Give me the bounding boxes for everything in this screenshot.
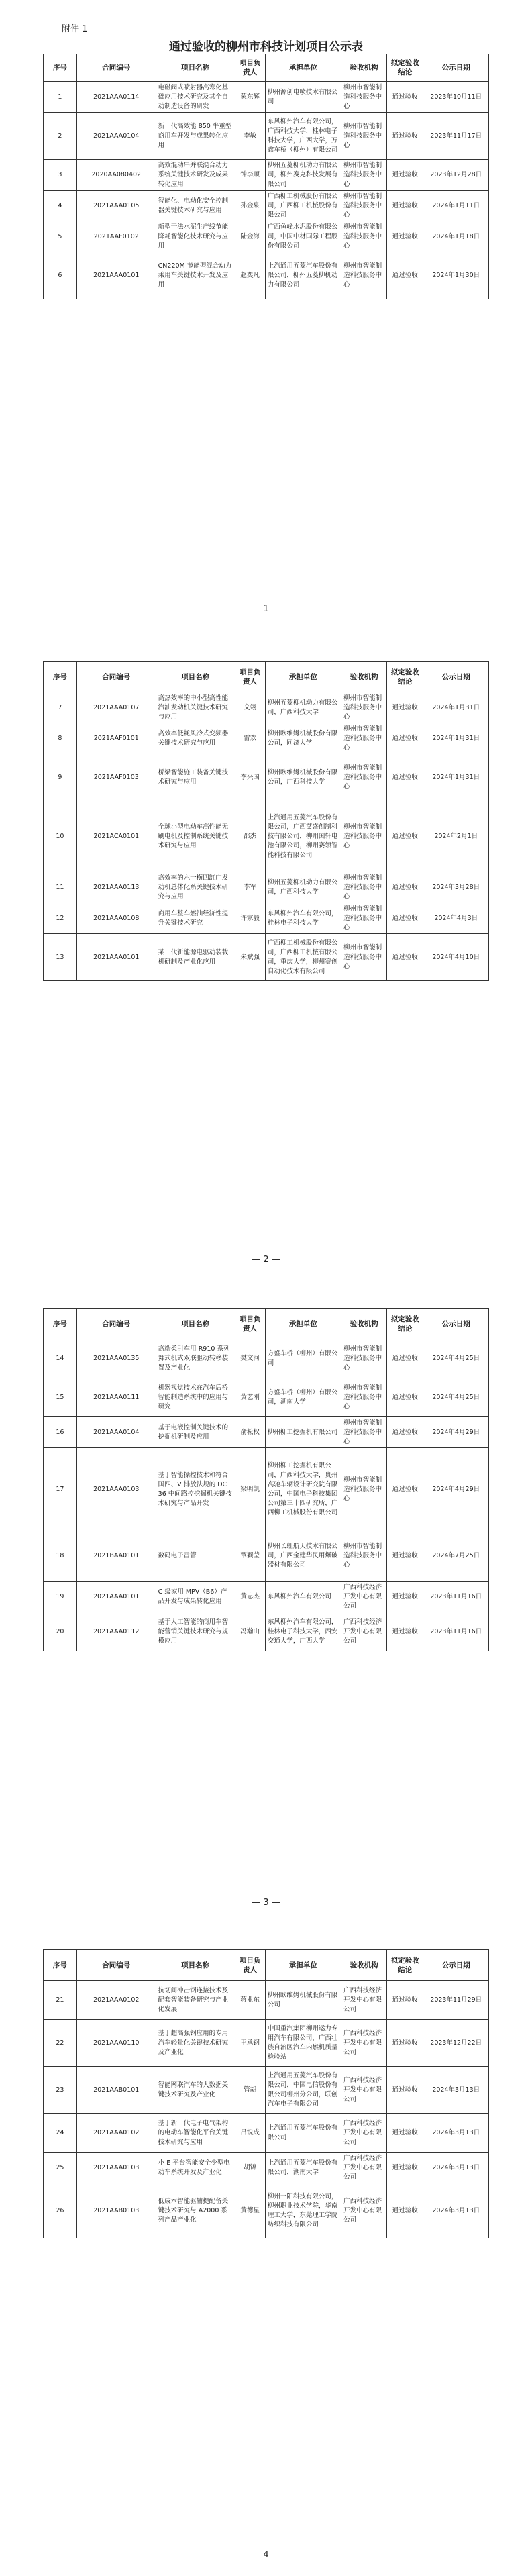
cell-name: 基于人工智能的商用车智能营销关键技术研究与规模应用 — [156, 1612, 235, 1651]
column-header-name: 项目名称 — [156, 54, 235, 82]
cell-concl: 通过验收 — [387, 1378, 423, 1417]
cell-date: 2023年11月16日 — [423, 1582, 489, 1612]
table-row — [44, 252, 489, 299]
cell-name: 低成本智能驱辅提配备关键技术研究与 A2000 系列产品产业化 — [156, 2183, 235, 2238]
column-header-seq: 序号 — [44, 1309, 77, 1339]
column-header-concl: 拟定验收结论 — [387, 662, 423, 692]
cell-name: 桥梁智能施工装备关键技术研究与应用 — [156, 754, 235, 801]
cell-seq: 7 — [44, 692, 77, 723]
cell-org: 柳州市智能制造科技服务中心 — [341, 191, 387, 221]
page-number: — 1 — — [252, 604, 280, 614]
cell-concl: 通过验收 — [387, 692, 423, 723]
cell-concl: 通过验收 — [387, 903, 423, 934]
cell-unit: 柳州五菱柳机动力有限公司，柳州赛克科技发展有限公司 — [265, 160, 341, 191]
table-row — [44, 1531, 489, 1582]
cell-unit: 上汽通用五菱汽车股份有限公司，湖南大学 — [265, 2153, 341, 2183]
cell-seq: 17 — [44, 1448, 77, 1531]
cell-leader: 梁明凯 — [235, 1448, 265, 1531]
cell-org: 柳州市智能制造科技服务中心 — [341, 221, 387, 252]
cell-date: 2024年1月30日 — [423, 252, 489, 299]
cell-contract: 2021AAA0103 — [76, 2153, 156, 2183]
cell-seq: 10 — [44, 801, 77, 872]
cell-unit: 东风柳州汽车有限公司，桂林电子科技大学，西安交通大学，广西大学 — [265, 1612, 341, 1651]
column-header-date: 公示日期 — [423, 1309, 489, 1339]
cell-leader: 孙金泉 — [235, 191, 265, 221]
cell-concl: 通过验收 — [387, 160, 423, 191]
table-header-row — [44, 1309, 489, 1339]
cell-seq: 20 — [44, 1612, 77, 1651]
cell-concl: 通过验收 — [387, 754, 423, 801]
cell-contract: 2021AAA0107 — [76, 692, 156, 723]
table-row — [44, 1981, 489, 2020]
cell-seq: 25 — [44, 2153, 77, 2183]
cell-contract: 2021AAA0113 — [76, 872, 156, 903]
cell-unit: 广西鱼峰水泥股份有限公司，中国中材国际工程股份有限公司 — [265, 221, 341, 252]
cell-name: 全球小型电动车高性能无刷电机及控制系统关键技术研究与应用 — [156, 801, 235, 872]
cell-date: 2024年4月10日 — [423, 934, 489, 981]
page-title: 通过验收的柳州市科技计划项目公示表 — [169, 40, 363, 54]
cell-name: 高效混动串并联混合动力系统关键技术研发及成果转化应用 — [156, 160, 235, 191]
table-row — [44, 1378, 489, 1417]
cell-name: 基于智能操控技术和符合国四、V 排放法规的 DC 36 中间路控挖掘机关键技术研究与产品开发 — [156, 1448, 235, 1531]
column-header-name: 项目名称 — [156, 662, 235, 692]
cell-seq: 12 — [44, 903, 77, 934]
cell-name: 基于新一代电子电气架构的电动车智能化平台关键技术研究与应用 — [156, 2114, 235, 2153]
cell-name: 高端柔引车用 R910 系列舞式机式双联驱动转移装置及产业化 — [156, 1339, 235, 1378]
page-number: — 4 — — [252, 2550, 280, 2560]
cell-date: 2024年4月3日 — [423, 903, 489, 934]
cell-org: 柳州市智能制造科技服务中心 — [341, 934, 387, 981]
page-number: — 2 — — [252, 1255, 280, 1265]
cell-org: 柳州市智能制造科技服务中心 — [341, 872, 387, 903]
cell-date: 2024年4月25日 — [423, 1339, 489, 1378]
table-row — [44, 1339, 489, 1378]
table-row — [44, 692, 489, 723]
cell-unit: 柳州五菱柳机动力有限公司，广西科技大学 — [265, 872, 341, 903]
cell-concl: 通过验收 — [387, 872, 423, 903]
cell-unit: 柳州欧维姆机械股份有限公司 — [265, 1981, 341, 2020]
cell-seq: 4 — [44, 191, 77, 221]
cell-name: 智能网联汽车的大数据关键技术研究及产业化 — [156, 2067, 235, 2114]
cell-concl: 通过验收 — [387, 252, 423, 299]
cell-contract: 2021AAB0103 — [76, 2183, 156, 2238]
cell-contract: 2021AAA0135 — [76, 1339, 156, 1378]
cell-date: 2024年1月11日 — [423, 191, 489, 221]
column-header-contract: 合同编号 — [76, 1309, 156, 1339]
cell-leader: 赵奕凡 — [235, 252, 265, 299]
cell-leader: 黄志杰 — [235, 1582, 265, 1612]
cell-name: 高效率低耗风冷式变频器关键技术研究与应用 — [156, 723, 235, 754]
column-header-unit: 承担单位 — [265, 1309, 341, 1339]
cell-org: 广西科技经济开发中心有限公司 — [341, 2114, 387, 2153]
table-row — [44, 2183, 489, 2238]
cell-leader: 李军 — [235, 872, 265, 903]
cell-name: 电磁阀式喷射器高寒化基础应用技术研究及其全自动制造设备的研发 — [156, 82, 235, 113]
cell-concl: 通过验收 — [387, 1339, 423, 1378]
cell-org: 柳州市智能制造科技服务中心 — [341, 1531, 387, 1582]
cell-concl: 通过验收 — [387, 2067, 423, 2114]
cell-contract: 2021AAA0104 — [76, 113, 156, 160]
cell-unit: 上汽通用五菱汽车股份有限公司，中国电信股份有限公司柳州分公司，联创汽车电子有限公司 — [265, 2067, 341, 2114]
cell-unit: 中国重汽集团柳州运力专用汽车有限公司，广西壮族自治区汽车内燃机质量检验站 — [265, 2020, 341, 2067]
cell-concl: 通过验收 — [387, 113, 423, 160]
project-table — [43, 1949, 489, 2238]
cell-name: 商用车整车燃油经济性提升关键技术研究 — [156, 903, 235, 934]
cell-seq: 21 — [44, 1981, 77, 2020]
table-row — [44, 82, 489, 113]
cell-unit: 上汽通用五菱汽车股份有限公司 — [265, 2114, 341, 2153]
cell-contract: 2021ACA0101 — [76, 801, 156, 872]
cell-concl: 通过验收 — [387, 2153, 423, 2183]
cell-seq: 5 — [44, 221, 77, 252]
cell-name: 某一代新能源电驱动装载机研制及产业化应用 — [156, 934, 235, 981]
table-row — [44, 2153, 489, 2183]
cell-date: 2024年1月31日 — [423, 692, 489, 723]
cell-name: 抗韧间冲击钢连接技术及配套智能装备研究与产业化发展 — [156, 1981, 235, 2020]
cell-org: 柳州市智能制造科技服务中心 — [341, 113, 387, 160]
cell-contract: 2021AAA0110 — [76, 2020, 156, 2067]
cell-leader: 雷欢 — [235, 723, 265, 754]
table-row — [44, 2067, 489, 2114]
cell-contract: 2021AAA0102 — [76, 2114, 156, 2153]
table-row — [44, 1582, 489, 1612]
cell-name: 数码电子雷管 — [156, 1531, 235, 1582]
cell-concl: 通过验收 — [387, 1612, 423, 1651]
cell-contract: 2021BAA0101 — [76, 1531, 156, 1582]
cell-leader: 管胡 — [235, 2067, 265, 2114]
cell-org: 柳州市智能制造科技服务中心 — [341, 1339, 387, 1378]
cell-concl: 通过验收 — [387, 723, 423, 754]
cell-concl: 通过验收 — [387, 1582, 423, 1612]
column-header-name: 项目名称 — [156, 1950, 235, 1981]
cell-concl: 通过验收 — [387, 1448, 423, 1531]
project-table — [43, 54, 489, 299]
cell-date: 2023年11月17日 — [423, 113, 489, 160]
page-number: — 3 — — [252, 1898, 280, 1908]
cell-unit: 方盛车桥（柳州）有限公司 — [265, 1339, 341, 1378]
cell-seq: 2 — [44, 113, 77, 160]
cell-contract: 2021AAA0112 — [76, 1612, 156, 1651]
column-header-date: 公示日期 — [423, 1950, 489, 1981]
cell-concl: 通过验收 — [387, 934, 423, 981]
cell-seq: 15 — [44, 1378, 77, 1417]
cell-unit: 柳州五菱柳机动力有限公司，广西科技大学 — [265, 692, 341, 723]
cell-org: 柳州市智能制造科技服务中心 — [341, 754, 387, 801]
table-row — [44, 801, 489, 872]
cell-org: 柳州市智能制造科技服务中心 — [341, 1417, 387, 1448]
cell-unit: 东风柳州汽车有限公司，桂林电子科技大学 — [265, 903, 341, 934]
cell-concl: 通过验收 — [387, 2020, 423, 2067]
cell-unit: 上汽通用五菱汽车股份有限公司，广西艾盛创制科技有限公司，柳州国轩电池有限公司，柳州赛领智能科技有限公司 — [265, 801, 341, 872]
cell-contract: 2021AAF0101 — [76, 723, 156, 754]
cell-date: 2024年3月13日 — [423, 2183, 489, 2238]
cell-contract: 2021AAA0105 — [76, 191, 156, 221]
cell-concl: 通过验收 — [387, 1531, 423, 1582]
cell-seq: 6 — [44, 252, 77, 299]
project-table — [43, 1308, 489, 1651]
column-header-org: 验收机构 — [341, 662, 387, 692]
cell-org: 柳州市智能制造科技服务中心 — [341, 801, 387, 872]
cell-name: 高热效率的中小型高性能汽油发动机关键技术研究与应用 — [156, 692, 235, 723]
cell-date: 2023年12月22日 — [423, 2020, 489, 2067]
cell-seq: 1 — [44, 82, 77, 113]
table-row — [44, 723, 489, 754]
cell-concl: 通过验收 — [387, 801, 423, 872]
cell-date: 2024年3月13日 — [423, 2153, 489, 2183]
cell-seq: 14 — [44, 1339, 77, 1378]
column-header-unit: 承担单位 — [265, 662, 341, 692]
cell-unit: 柳州源创电喷技术有限公司 — [265, 82, 341, 113]
column-header-unit: 承担单位 — [265, 54, 341, 82]
cell-name: CN220M 节能型混合动力乘用车关键技术开发及应用 — [156, 252, 235, 299]
column-header-org: 验收机构 — [341, 54, 387, 82]
cell-unit: 方盛车桥（柳州）有限公司，湖南大学 — [265, 1378, 341, 1417]
column-header-leader: 项目负责人 — [235, 1950, 265, 1981]
cell-org: 广西科技经济开发中心有限公司 — [341, 2020, 387, 2067]
cell-org: 广西科技经济开发中心有限公司 — [341, 2067, 387, 2114]
cell-leader: 蒋业东 — [235, 1981, 265, 2020]
column-header-leader: 项目负责人 — [235, 662, 265, 692]
cell-leader: 钟李顺 — [235, 160, 265, 191]
cell-name: 智能化、电动化安全控制器关键技术研究与应用 — [156, 191, 235, 221]
column-header-org: 验收机构 — [341, 1309, 387, 1339]
cell-unit: 柳州欧维姆机械股份有限公司，广西科技大学 — [265, 754, 341, 801]
cell-seq: 9 — [44, 754, 77, 801]
cell-date: 2023年11月29日 — [423, 1981, 489, 2020]
cell-contract: 2021AAA0101 — [76, 934, 156, 981]
cell-leader: 胡锦 — [235, 2153, 265, 2183]
cell-seq: 23 — [44, 2067, 77, 2114]
cell-leader: 许家毅 — [235, 903, 265, 934]
cell-name: 高效率的六一横四缸广发动机总体化系关键技术研究与应用 — [156, 872, 235, 903]
cell-leader: 樊文河 — [235, 1339, 265, 1378]
column-header-concl: 拟定验收结论 — [387, 1950, 423, 1981]
cell-concl: 通过验收 — [387, 1981, 423, 2020]
cell-leader: 李敏 — [235, 113, 265, 160]
table-row — [44, 872, 489, 903]
table-row — [44, 1612, 489, 1651]
cell-org: 柳州市智能制造科技服务中心 — [341, 692, 387, 723]
cell-org: 广西科技经济开发中心有限公司 — [341, 1612, 387, 1651]
cell-date: 2023年10月11日 — [423, 82, 489, 113]
column-header-date: 公示日期 — [423, 54, 489, 82]
cell-leader: 蒙东辉 — [235, 82, 265, 113]
table-header-row — [44, 662, 489, 692]
table-header-row — [44, 54, 489, 82]
cell-date: 2024年7月25日 — [423, 1531, 489, 1582]
column-header-contract: 合同编号 — [76, 1950, 156, 1981]
cell-name: 基于超高强钢应用的专用汽车轻量化关键技术研究及产业化 — [156, 2020, 235, 2067]
cell-name: 新型干法水泥生产线节能降耗智能化技术研究与应用 — [156, 221, 235, 252]
column-header-concl: 拟定验收结论 — [387, 54, 423, 82]
attachment-label: 附件 1 — [62, 24, 88, 34]
cell-contract: 2021AAB0101 — [76, 2067, 156, 2114]
cell-contract: 2021AAA0114 — [76, 82, 156, 113]
cell-date: 2023年12月28日 — [423, 160, 489, 191]
table-row — [44, 2020, 489, 2067]
column-header-org: 验收机构 — [341, 1950, 387, 1981]
project-table — [43, 661, 489, 981]
cell-date: 2024年3月13日 — [423, 2114, 489, 2153]
column-header-seq: 序号 — [44, 662, 77, 692]
cell-seq: 26 — [44, 2183, 77, 2238]
cell-unit: 东风柳州汽车有限公司，广西科技大学，桂林电子科技大学，广西大学，万鑫车桥（柳州）有限公司 — [265, 113, 341, 160]
cell-seq: 3 — [44, 160, 77, 191]
cell-org: 柳州市智能制造科技服务中心 — [341, 252, 387, 299]
cell-unit: 广西柳工机械股份有限公司，广西柳工机械有限公司，重庆大学，柳州赛创自动化技术有限公司 — [265, 934, 341, 981]
column-header-seq: 序号 — [44, 54, 77, 82]
cell-org: 柳州市智能制造科技服务中心 — [341, 903, 387, 934]
cell-org: 柳州市智能制造科技服务中心 — [341, 82, 387, 113]
cell-seq: 24 — [44, 2114, 77, 2153]
cell-leader: 覃颖莹 — [235, 1531, 265, 1582]
table-row — [44, 1448, 489, 1531]
table-row — [44, 191, 489, 221]
cell-unit: 柳州欧维姆机械股份有限公司，同济大学 — [265, 723, 341, 754]
cell-org: 柳州市智能制造科技服务中心 — [341, 1378, 387, 1417]
cell-seq: 22 — [44, 2020, 77, 2067]
cell-contract: 2021AAA0101 — [76, 252, 156, 299]
cell-concl: 通过验收 — [387, 221, 423, 252]
cell-contract: 2021AAA0111 — [76, 1378, 156, 1417]
cell-leader: 冯瀚山 — [235, 1612, 265, 1651]
cell-org: 广西科技经济开发中心有限公司 — [341, 2183, 387, 2238]
cell-name: 机器视觉技术在汽车后桥智能制造系统中的应用与研究 — [156, 1378, 235, 1417]
table-row — [44, 1417, 489, 1448]
column-header-unit: 承担单位 — [265, 1950, 341, 1981]
cell-contract: 2021AAF0103 — [76, 754, 156, 801]
cell-unit: 柳州一阳科技有限公司，柳州职业技术学院，华南理工大学，东莞理工学院纺织科技有限公司 — [265, 2183, 341, 2238]
cell-leader: 邵杰 — [235, 801, 265, 872]
column-header-seq: 序号 — [44, 1950, 77, 1981]
cell-unit: 柳州柳工挖掘机有限公司，广西科技大学，贵州高驰车辆设计研究院有限公司，中国电子科技集团公司第三十四研究所，广西柳工机械股份有限公司 — [265, 1448, 341, 1531]
cell-org: 柳州市智能制造科技服务中心 — [341, 160, 387, 191]
cell-seq: 18 — [44, 1531, 77, 1582]
cell-concl: 通过验收 — [387, 2114, 423, 2153]
table-row — [44, 754, 489, 801]
column-header-leader: 项目负责人 — [235, 54, 265, 82]
cell-unit: 柳州柳工挖掘机有限公司 — [265, 1417, 341, 1448]
cell-org: 广西科技经济开发中心有限公司 — [341, 1981, 387, 2020]
cell-name: 新一代高效能 850 牛重型商用车开发与成果转化应用 — [156, 113, 235, 160]
cell-org: 柳州市智能制造科技服务中心 — [341, 723, 387, 754]
cell-date: 2023年11月16日 — [423, 1612, 489, 1651]
cell-concl: 通过验收 — [387, 82, 423, 113]
table-row — [44, 113, 489, 160]
column-header-concl: 拟定验收结论 — [387, 1309, 423, 1339]
cell-leader: 李兴国 — [235, 754, 265, 801]
cell-date: 2024年3月13日 — [423, 2067, 489, 2114]
cell-contract: 2021AAA0108 — [76, 903, 156, 934]
cell-unit: 上汽通用五菱汽车股份有限公司，柳州五菱柳机动力有限公司 — [265, 252, 341, 299]
cell-name: 基于电液控制关键技术的挖掘机研制及应用 — [156, 1417, 235, 1448]
cell-concl: 通过验收 — [387, 2183, 423, 2238]
table-row — [44, 934, 489, 981]
cell-contract: 2021AAA0101 — [76, 1582, 156, 1612]
table-row — [44, 221, 489, 252]
cell-leader: 文翊 — [235, 692, 265, 723]
cell-leader: 黄德星 — [235, 2183, 265, 2238]
cell-date: 2024年4月29日 — [423, 1448, 489, 1531]
column-header-leader: 项目负责人 — [235, 1309, 265, 1339]
cell-leader: 陆金海 — [235, 221, 265, 252]
table-row — [44, 160, 489, 191]
cell-unit: 柳州长虹航天技术有限公司，广西金建华民用爆破器材有限公司 — [265, 1531, 341, 1582]
cell-name: C 级家用 MPV（B6）产品开发与成果转化应用 — [156, 1582, 235, 1612]
cell-leader: 朱斌强 — [235, 934, 265, 981]
cell-org: 广西科技经济开发中心有限公司 — [341, 1582, 387, 1612]
table-header-row — [44, 1950, 489, 1981]
cell-contract: 2020AA080402 — [76, 160, 156, 191]
cell-contract: 2021AAA0104 — [76, 1417, 156, 1448]
cell-leader: 吕锐成 — [235, 2114, 265, 2153]
cell-date: 2024年1月18日 — [423, 221, 489, 252]
cell-unit: 东风柳州汽车有限公司 — [265, 1582, 341, 1612]
cell-date: 2024年4月25日 — [423, 1378, 489, 1417]
column-header-contract: 合同编号 — [76, 662, 156, 692]
cell-leader: 俞松权 — [235, 1417, 265, 1448]
cell-contract: 2021AAA0102 — [76, 1981, 156, 2020]
cell-date: 2024年1月31日 — [423, 754, 489, 801]
cell-seq: 11 — [44, 872, 77, 903]
cell-org: 柳州市智能制造科技服务中心 — [341, 1448, 387, 1531]
cell-leader: 王承钢 — [235, 2020, 265, 2067]
cell-seq: 13 — [44, 934, 77, 981]
cell-leader: 黄艺刚 — [235, 1378, 265, 1417]
cell-unit: 广西柳工机械股份有限公司，广西柳工机械股份有限公司 — [265, 191, 341, 221]
column-header-contract: 合同编号 — [76, 54, 156, 82]
table-row — [44, 903, 489, 934]
cell-org: 广西科技经济开发中心有限公司 — [341, 2153, 387, 2183]
cell-concl: 通过验收 — [387, 191, 423, 221]
cell-contract: 2021AAF0102 — [76, 221, 156, 252]
cell-date: 2024年1月31日 — [423, 723, 489, 754]
cell-seq: 8 — [44, 723, 77, 754]
cell-seq: 19 — [44, 1582, 77, 1612]
column-header-name: 项目名称 — [156, 1309, 235, 1339]
cell-name: 小 E 平台智能安全少型电动车系统开发及产业化 — [156, 2153, 235, 2183]
table-row — [44, 2114, 489, 2153]
cell-seq: 16 — [44, 1417, 77, 1448]
cell-concl: 通过验收 — [387, 1417, 423, 1448]
cell-date: 2024年4月29日 — [423, 1417, 489, 1448]
cell-contract: 2021AAA0103 — [76, 1448, 156, 1531]
cell-date: 2024年2月1日 — [423, 801, 489, 872]
column-header-date: 公示日期 — [423, 662, 489, 692]
cell-date: 2024年3月28日 — [423, 872, 489, 903]
